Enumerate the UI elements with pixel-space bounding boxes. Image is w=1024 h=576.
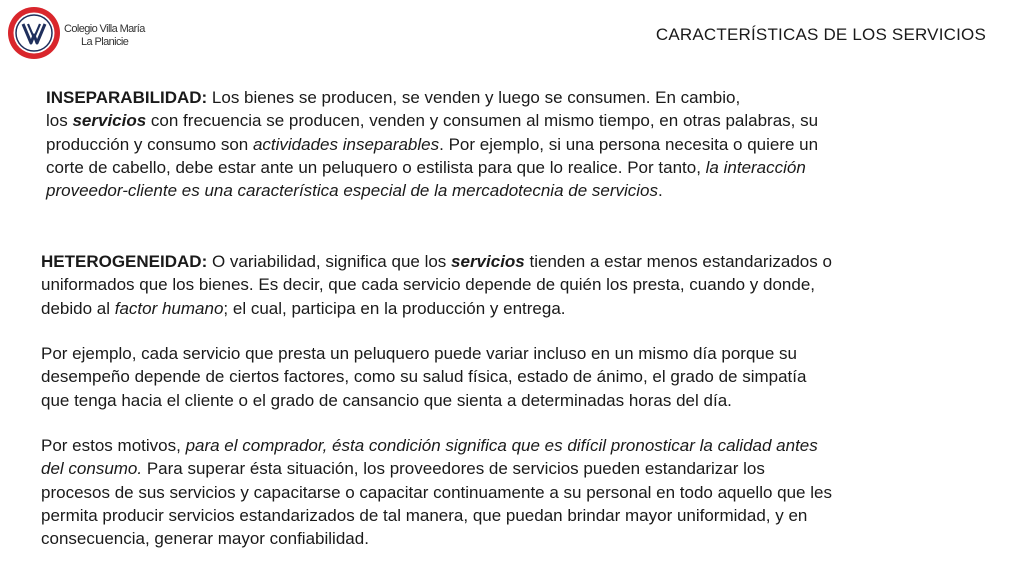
text-span: corte de cabello, debe estar ante un peluquero o estilista para que lo realice. Por tanto,	[46, 157, 706, 177]
emphasis-servicios: servicios	[451, 252, 525, 271]
page-title: CARACTERÍSTICAS DE LOS SERVICIOS	[655, 25, 986, 44]
school-crest-icon	[6, 5, 62, 61]
text-span: tienden a estar menos estandarizados o	[524, 252, 832, 271]
ejemplo-paragraph	[41, 342, 951, 412]
text-span: O variabilidad, significa que los	[207, 252, 452, 271]
emphasis-consumo: del consumo.	[41, 459, 143, 479]
text-line: que tenga hacia el cliente o el grado de cansancio que sienta a determinadas horas del día.	[41, 390, 732, 410]
school-name-line1: Colegio Villa María	[64, 23, 145, 35]
text-line	[41, 250, 951, 273]
inseparabilidad-paragraph	[46, 86, 946, 202]
heterogeneidad-paragraph	[41, 250, 951, 320]
emphasis-factor-humano: factor humano	[114, 298, 224, 318]
emphasis-comprador: para el comprador, ésta condición significa que es difícil pronosticar la calidad antes	[185, 436, 818, 455]
text-span: ; el cual, participa en la producción y entrega.	[223, 298, 566, 318]
text-line: permita producir servicios estandarizados de tal manera, que puedan brindar mayor uniformidad, y en	[41, 505, 808, 525]
text-span: Para superar ésta situación, los proveedores de servicios pueden estandarizar los	[142, 459, 765, 479]
emphasis-servicios: servicios	[72, 111, 147, 131]
text-line	[46, 109, 946, 132]
text-line	[41, 297, 951, 320]
emphasis-proveedor: proveedor-cliente es una característica especial de la mercadotecnia de servicios	[46, 181, 659, 201]
school-name	[64, 23, 145, 49]
heterogeneidad-heading: HETEROGENEIDAD:	[41, 252, 208, 271]
text-line	[46, 133, 946, 156]
text-span: Por estos motivos,	[41, 436, 186, 455]
text-span: .	[658, 181, 663, 201]
text-line: procesos de sus servicios y capacitarse o capacitar continuamente a su personal en todo aquello que les	[41, 482, 832, 502]
text-line: consecuencia, generar mayor confiabilidad.	[41, 529, 369, 549]
text-line	[41, 457, 951, 480]
inseparabilidad-heading: INSEPARABILIDAD:	[46, 88, 208, 107]
text-span: Los bienes se producen, se venden y luego se consumen. En cambio,	[207, 88, 741, 107]
text-line	[41, 434, 951, 457]
text-line: desempeño depende de ciertos factores, como su salud física, estado de ánimo, el grado de simpatía	[41, 367, 807, 387]
text-line: Por ejemplo, cada servicio que presta un peluquero puede variar incluso en un mismo día porque su	[41, 344, 798, 363]
text-line: uniformados que los bienes. Es decir, que cada servicio depende de quién los presta, cuando y donde,	[41, 275, 816, 295]
text-line	[46, 86, 946, 109]
emphasis-interaccion: la interacción	[705, 157, 806, 177]
school-name-line2: La Planicie	[81, 36, 129, 48]
motivos-paragraph	[41, 434, 951, 550]
text-span: . Por ejemplo, si una persona necesita o quiere un	[439, 134, 819, 154]
emphasis-actividades: actividades inseparables	[252, 134, 440, 154]
text-span: producción y consumo son	[46, 134, 253, 154]
text-span: con frecuencia se producen, venden y consumen al mismo tiempo, en otras palabras, su	[146, 111, 819, 131]
text-span: los	[46, 111, 73, 131]
text-line	[46, 179, 946, 202]
text-line	[46, 156, 946, 179]
text-span: debido al	[41, 298, 115, 318]
